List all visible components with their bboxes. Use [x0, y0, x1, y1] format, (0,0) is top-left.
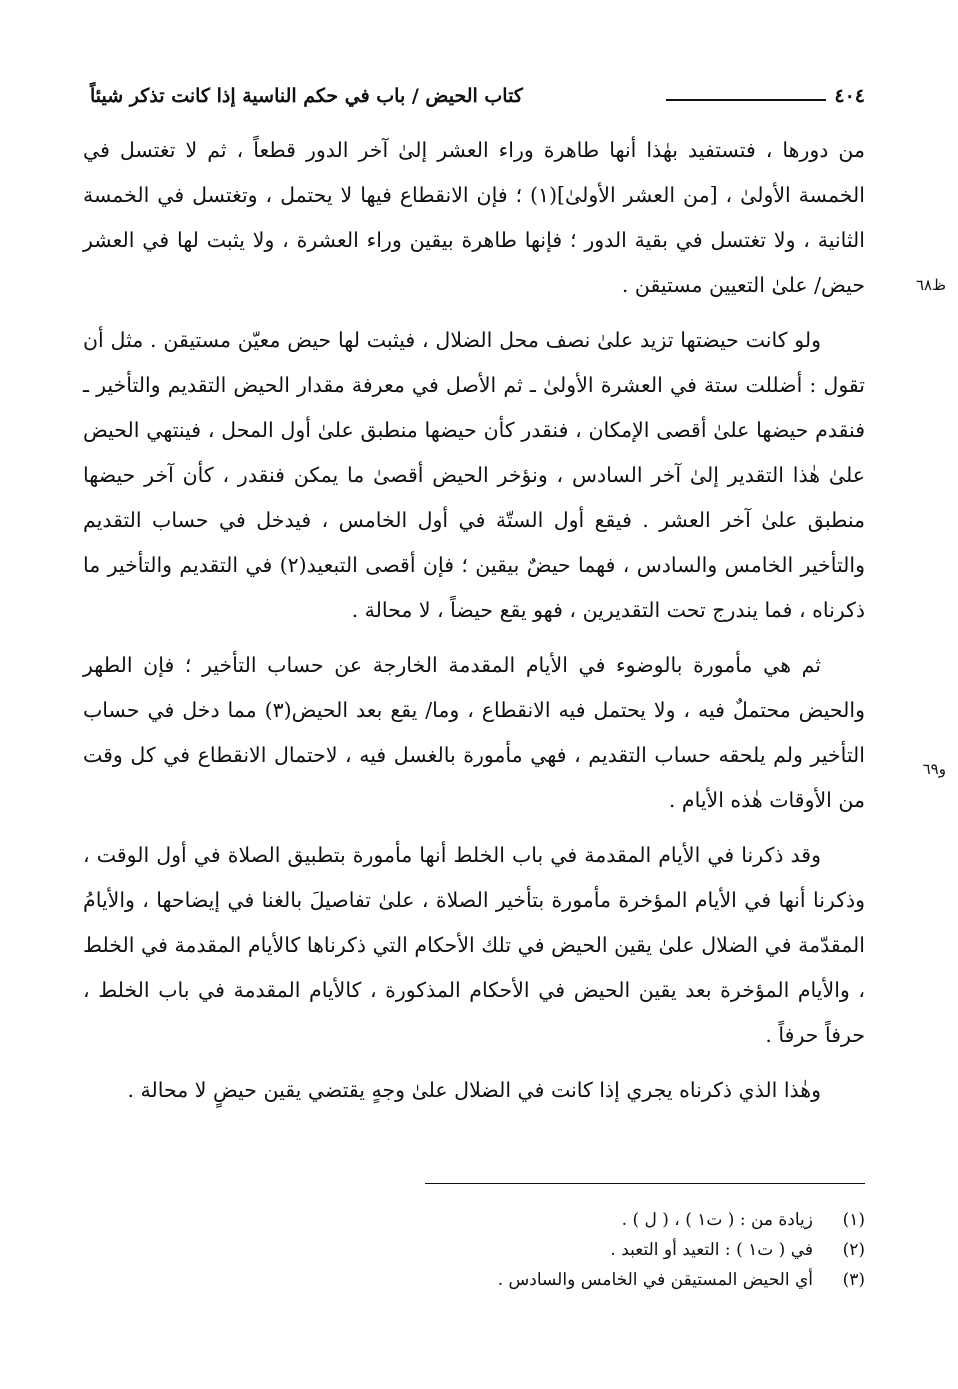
paragraph: وقد ذكرنا في الأيام المقدمة في باب الخلط أنها مأمورة بتطبيق الصلاة في أول الوقت ، وذكرنا أنها في الأيام المؤخرة مأمورة بتأخير الصلاة ، علىٰ تفاصيلَ بالغنا في إيضاحها ، والأيامُ المقدّمة في الضلال علىٰ يقين الحيض في تلك الأحكام التي ذكرناها كالأيام المقدمة في الخلط ، والأيام المؤخرة بعد يقين الحيض في الأحكام المذكورة ، كالأيام المقدمة في باب الخلط ، حرفاً حرفاً . [83, 843, 865, 1047]
chapter-title: كتاب الحيض / باب في حكم الناسية إذا كانت تذكر شيئاً [90, 85, 523, 107]
footnote-separator [425, 1183, 865, 1184]
footnote-text: في ( ت١ ) : التعيد أو التعبد . [610, 1240, 813, 1260]
paragraph: ولو كانت حيضتها تزيد علىٰ نصف محل الضلال ، فيثبت لها حيض معيّن مستيقن . مثل أن تقول : أضللت ستة في العشرة الأولىٰ ـ ثم الأصل في معرفة مقدار الحيض التقديم والتأخير ـ فنقدم حيضها علىٰ أقصى الإمكان ، فنقدر كأن حيضها منطبق علىٰ أول المحل ، فينتهي الحيض علىٰ هٰذا التقدير إلىٰ آخر السادس ، ونؤخر الحيض أقصىٰ ما يمكن فنقدر ، كأن آخر حيضها منطبق علىٰ آخر العشر . فيقع أول الستّة في أول الخامس ، فيدخل في حساب التقديم والتأخير الخامس والسادس ، فهما حيضٌ بيقين ؛ فإن أقصى التبعيد(٢) في التقديم والتأخير ما ذكرناه ، فما يندرج تحت التقديرين ، فهو يقع حيضاً ، لا محالة . [83, 328, 865, 622]
footnote-number: (٢) [842, 1240, 865, 1260]
footnote-number: (١) [842, 1210, 865, 1230]
manuscript-folio-marker: و٦٩ [922, 760, 946, 778]
header-page-number-group [666, 85, 865, 107]
footnote-number: (٣) [842, 1270, 865, 1290]
paragraph: ثم هي مأمورة بالوضوء في الأيام المقدمة الخارجة عن حساب التأخير ؛ فإن الطهر والحيض محتملٌ فيه ، ولا يحتمل فيه الانقطاع ، وما/ يقع بعد الحيض(٣) مما دخل في حساب التأخير ولم يلحقه حساب التقديم ، فهي مأمورة بالغسل فيه ، لاحتمال الانقطاع في كل وقت من الأوقات هٰذه الأيام . [83, 653, 866, 812]
footnote [300, 1235, 865, 1265]
footnote [300, 1265, 865, 1295]
page-number: ٤٠٤ [834, 85, 865, 107]
footnote-text: أي الحيض المستيقن في الخامس والسادس . [497, 1270, 813, 1290]
paragraph: من دورها ، فتستفيد بهٰذا أنها طاهرة وراء العشر إلىٰ آخر الدور قطعاً ، ثم لا تغتسل في الخمسة الأولىٰ ، [من العشر الأولىٰ](١) ؛ فإن الانقطاع فيها لا يحتمل ، وتغتسل في الخمسة الثانية ، ولا تغتسل في بقية الدور ؛ فإنها طاهرة بيقين وراء العشرة ، ولا يثبت لها في العشر حيض/ علىٰ التعيين مستيقن . [83, 138, 865, 297]
footnote-text: زيادة من : ( ت١ ) ، ( ل ) . [621, 1210, 813, 1230]
footnotes [300, 1205, 865, 1295]
main-text [83, 128, 865, 1123]
header-rule [666, 99, 826, 101]
running-header [90, 78, 865, 114]
paragraph: وهٰذا الذي ذكرناه يجري إذا كانت في الضلال علىٰ وجهٍ يقتضي يقين حيضٍ لا محالة . [127, 1078, 821, 1102]
footnote [300, 1205, 865, 1235]
manuscript-folio-marker: ظ٦٨ [916, 276, 946, 294]
